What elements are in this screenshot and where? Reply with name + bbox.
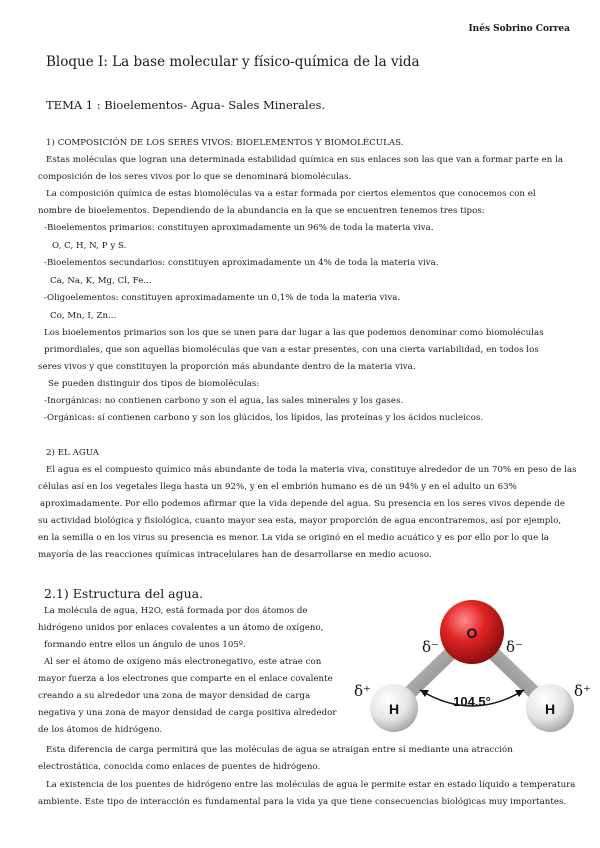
hydrogen-right-label: H — [544, 701, 556, 717]
water-molecule-diagram — [352, 590, 592, 740]
paragraph-line: -Oligoelementos: constituyen aproximadamente un 0,1% de toda la materia viva. — [44, 293, 401, 303]
paragraph-line: Estas moléculas que logran una determinada estabilidad química en sus enlaces son las que van a formar parte en la — [46, 155, 564, 165]
paragraph-line: La composición química de estas biomoléculas va a estar formada por ciertos elementos que conocemos con el — [46, 189, 536, 199]
paragraph-line: Los bioelementos primarios son los que se unen para dar lugar a las que podemos denominar como biomoléculas — [44, 328, 544, 338]
paragraph-line: células así en los vegetales llega hasta un 92%, y en el embrión humano es de un 94% y en el adulto un 63% — [38, 482, 517, 492]
paragraph-line: nombre de bioelementos. Dependiendo de la abundancia en la que se encuentren tenemos tres tipos: — [38, 206, 485, 216]
bond-angle-label: 104.5° — [453, 694, 491, 709]
paragraph-line: mayor fuerza a los electrones que comparte en el enlace covalente — [38, 674, 333, 684]
paragraph-line: -Bioelementos secundarios: constituyen aproximadamente un 4% de toda la materia viva. — [44, 258, 439, 268]
element-list: O, C, H, N, P y S. — [52, 241, 127, 251]
section1-heading: 1) COMPOSICIÓN DE LOS SERES VIVOS: BIOELEMENTOS Y BIOMOLÉCULAS. — [46, 138, 404, 148]
paragraph-line: Se pueden distinguir dos tipos de biomoléculas: — [48, 379, 260, 389]
arc-arrowhead-left — [420, 690, 429, 697]
delta-plus-left: δ⁺ — [354, 682, 371, 700]
paragraph-line: mayoría de las reacciones químicas intracelulares han de desarrollarse en medio acuoso. — [38, 550, 432, 560]
element-list: Ca, Na, K, Mg, Cl, Fe... — [50, 276, 152, 286]
paragraph-line: -Inorgánicas: no contienen carbono y son el agua, las sales minerales y los gases. — [44, 396, 404, 406]
paragraph-line: -Orgánicas: sí contienen carbono y son los glúcidos, los lípidos, las proteínas y los ácidos nucleicos. — [44, 413, 484, 423]
delta-plus-right: δ⁺ — [574, 682, 591, 700]
paragraph-line: de los átomos de hidrógeno. — [38, 725, 163, 735]
oxygen-label: O — [466, 625, 478, 641]
paragraph-line: su actividad biológica y fisiológica, cuanto mayor sea esta, mayor proporción de agua encontraremos, así por ejemplo, — [38, 516, 562, 526]
paragraph-line: electrostática, conocida como enlaces de puentes de hidrógeno. — [38, 762, 321, 772]
section21-heading: 2.1) Estructura del agua. — [44, 586, 204, 601]
element-list: Co, Mn, I, Zn... — [50, 311, 117, 321]
paragraph-line: creando a su alrededor una zona de mayor densidad de carga — [38, 691, 311, 701]
paragraph-line: negativa y una zona de mayor densidad de carga positiva alrededor — [38, 708, 337, 718]
delta-minus-left: δ⁻ — [422, 638, 439, 656]
paragraph-line: seres vivos y que constituyen la proporción más abundante dentro de la materia viva. — [38, 362, 416, 372]
hydrogen-left-label: H — [388, 701, 400, 717]
paragraph-line: formando entre ellos un ángulo de unos 105º. — [44, 640, 246, 650]
author-name: Inés Sobrino Correa — [468, 24, 570, 34]
tema-heading: TEMA 1 : Bioelementos- Agua- Sales Minerales. — [46, 98, 326, 112]
paragraph-line: -Bioelementos primarios: constituyen aproximadamente un 96% de toda la materia viva. — [44, 223, 434, 233]
paragraph-line: El agua es el compuesto químico más abundante de toda la materia viva, constituye alrededor de un 70% en peso de las — [46, 465, 577, 475]
paragraph-line: ambiente. Este tipo de interacción es fundamental para la vida ya que tiene consecuencias biológicas muy importantes. — [38, 797, 567, 807]
paragraph-line: La molécula de agua, H2O, está formada por dos átomos de — [44, 606, 308, 616]
paragraph-line: primordiales, que son aquellas biomoléculas que van a estar presentes, con una cierta variabilidad, en todos los — [44, 345, 539, 355]
paragraph-line: aproximadamente. Por ello podemos afirmar que la vida depende del agua. Su presencia en los seres vivos depende de — [40, 499, 565, 509]
paragraph-line: composición de los seres vivos por lo que se denominará biomoléculas. — [38, 172, 352, 182]
paragraph-line: hidrógeno unidos por enlaces covalentes a un átomo de oxígeno, — [38, 623, 324, 633]
section2-heading: 2) EL AGUA — [46, 448, 100, 458]
paragraph-line: en la semilla o en los virus su presencia es menor. La vida se originó en el medio acuático y es por ello por lo que la — [38, 533, 549, 543]
paragraph-line: Esta diferencia de carga permitirá que las moléculas de agua se atraigan entre sí mediante una atracción — [46, 745, 513, 755]
arc-arrowhead-right — [515, 690, 524, 697]
delta-minus-right: δ⁻ — [506, 638, 523, 656]
document-title: Bloque I: La base molecular y físico-química de la vida — [46, 54, 420, 70]
paragraph-line: Al ser el átomo de oxígeno más electronegativo, este atrae con — [44, 657, 322, 667]
paragraph-line: La existencia de los puentes de hidrógeno entre las moléculas de agua le permite estar en estado líquido a temperatura — [46, 780, 576, 790]
